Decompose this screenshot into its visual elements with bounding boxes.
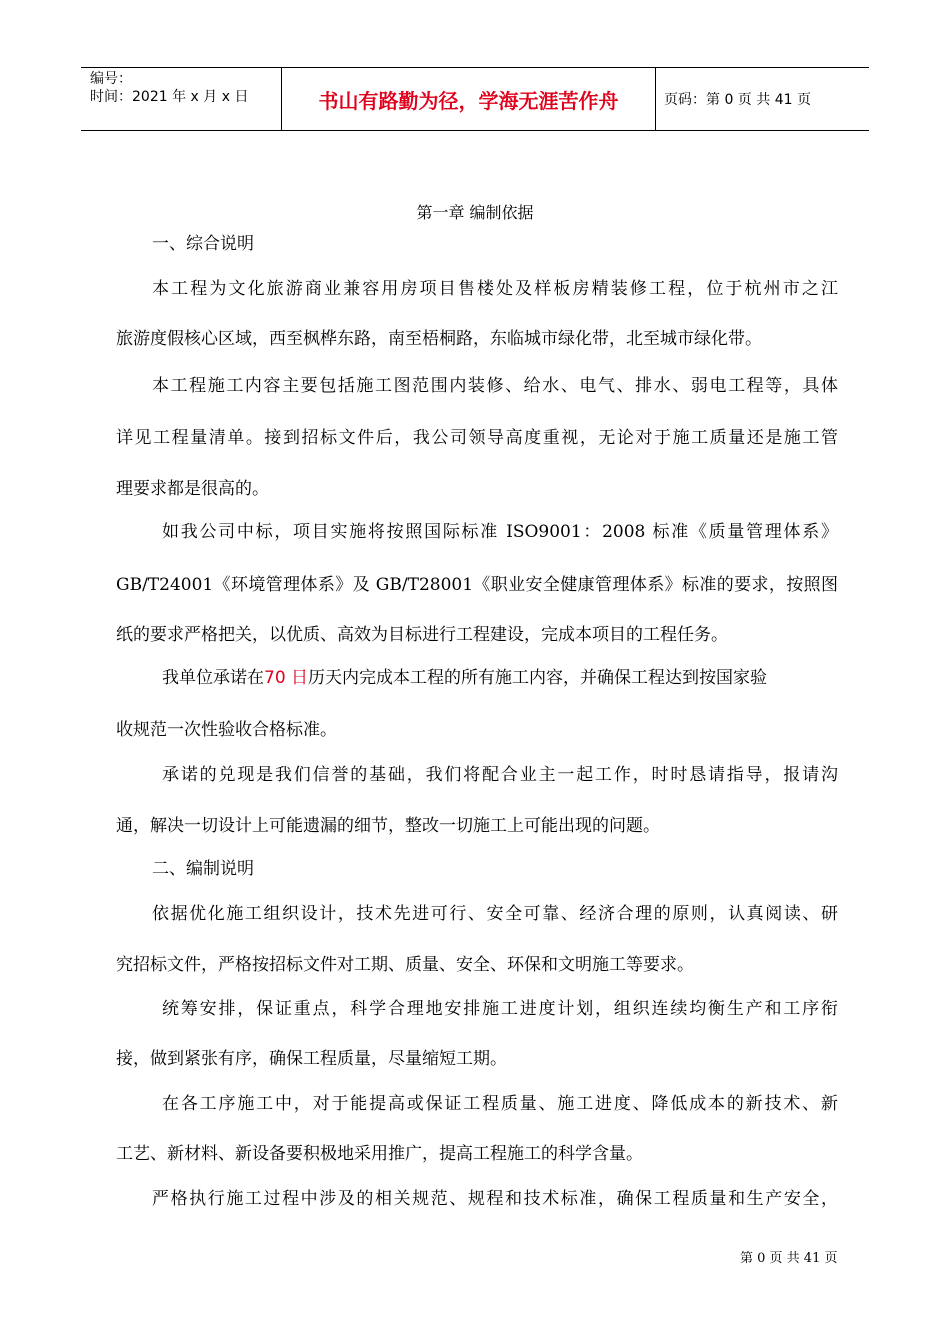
section-heading-1: 一、综合说明 [152,234,254,254]
paragraph-line: 详见工程量清单。接到招标文件后，我公司领导高度重视，无论对于施工质量还是施工管 [116,428,838,448]
paragraph-line: 依据优化施工组织设计，技术先进可行、安全可靠、经济合理的原则，认真阅读、研 [152,904,838,924]
paragraph-line: 理要求都是很高的。 [116,479,269,499]
page-header [81,67,869,131]
paragraph-line: 纸的要求严格把关，以优质、高效为目标进行工程建设，完成本项目的工程任务。 [116,625,728,645]
header-page-info: 页码：第 0 页 共 41 页 [664,92,811,108]
document-number-label: 编号： [90,71,132,87]
header-motto: 书山有路勤为径，学海无涯苦作舟 [281,68,656,130]
header-left-cell [81,68,281,130]
paragraph-line: 接，做到紧张有序，确保工程质量，尽量缩短工期。 [116,1049,507,1069]
paragraph-line: 究招标文件，严格按招标文件对工期、质量、安全、环保和文明施工等要求。 [116,955,694,975]
paragraph-line: 通，解决一切设计上可能遗漏的细节，整改一切施工上可能出现的问题。 [116,816,660,836]
commitment-text-b: 历天内完成本工程的所有施工内容，并确保工程达到按国家验 [308,668,768,688]
section-heading-2: 二、编制说明 [152,859,254,879]
chapter-title: 第一章 编制依据 [416,203,534,222]
paragraph-line: 工艺、新材料、新设备要积极地采用推广，提高工程施工的科学含量。 [116,1144,643,1164]
page-footer: 第 0 页 共 41 页 [740,1251,838,1266]
commitment-text-a: 我单位承诺在 [162,668,264,688]
paragraph-line: 本工程为文化旅游商业兼容用房项目售楼处及样板房精装修工程，位于杭州市之江 [152,279,838,299]
paragraph-line: 收规范一次性验收合格标准。 [116,720,337,740]
document-time-label: 时间：2021 年 x 月 x 日 [90,89,249,105]
paragraph-line-commitment [162,667,767,689]
paragraph-line: 旅游度假核心区域，西至枫桦东路，南至梧桐路，东临城市绿化带，北至城市绿化带。 [116,329,762,349]
paragraph-line: 严格执行施工过程中涉及的相关规范、规程和技术标准，确保工程质量和生产安全， [152,1189,838,1209]
paragraph-line: 承诺的兑现是我们信誉的基础，我们将配合业主一起工作，时时恳请指导，报请沟 [162,765,838,785]
paragraph-line: 如我公司中标，项目实施将按照国际标准 ISO9001：2008 标准《质量管理体系》 [162,522,838,542]
paragraph-line: GB/T24001《环境管理体系》及 GB/T28001《职业安全健康管理体系》标准的要求，按照图 [116,575,838,595]
paragraph-line: 统筹安排，保证重点，科学合理地安排施工进度计划，组织连续均衡生产和工序衔 [162,999,838,1019]
paragraph-line: 本工程施工内容主要包括施工图范围内装修、给水、电气、排水、弱电工程等，具体 [152,376,838,396]
paragraph-line: 在各工序施工中，对于能提高或保证工程质量、施工进度、降低成本的新技术、新 [162,1094,838,1114]
highlight-days: 70 日 [264,668,309,688]
